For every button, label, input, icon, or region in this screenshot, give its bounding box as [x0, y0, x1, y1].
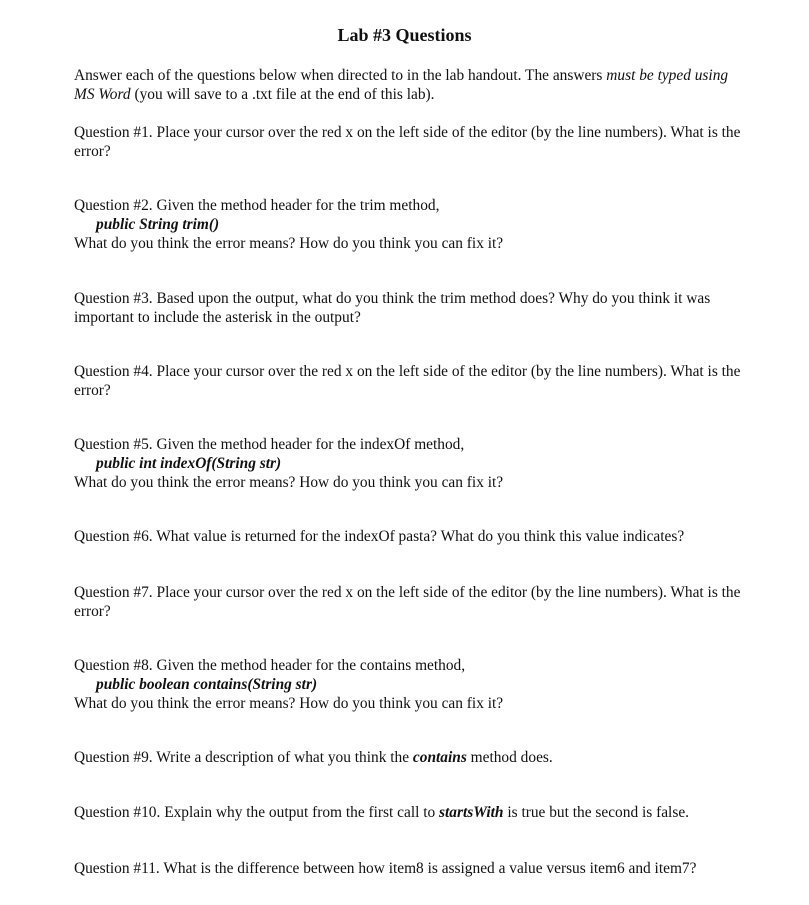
question-5-intro: Question #5. Given the method header for the indexOf method, [74, 436, 465, 453]
question-3: Question #3. Based upon the output, what do you think the trim method does? Why do you think it was important to include the asterisk in the output? [74, 290, 711, 326]
question-7: Question #7. Place your cursor over the red x on the left side of the editor (by the line numbers). What is the error? [74, 584, 741, 620]
intro-paragraph [74, 66, 744, 104]
question-4: Question #4. Place your cursor over the red x on the left side of the editor (by the line numbers). What is the error? [74, 363, 741, 399]
question-5-ask: What do you think the error means? How do you think you can fix it? [74, 474, 504, 491]
question-9-text-2: method does. [466, 749, 553, 766]
question-9-keyword: contains [412, 749, 467, 766]
question-11: Question #11. What is the difference between how item8 is assigned a value versus item6 and item7? [74, 860, 697, 877]
question-9 [74, 748, 744, 767]
question-10-text-1: Question #10. Explain why the output from the first call to [74, 804, 440, 821]
question-2 [74, 196, 744, 253]
question-10-keyword: startsWith [439, 804, 504, 821]
question-2-signature: public String trim() [96, 216, 220, 233]
intro-emphasis: must be typed using MS Word [74, 67, 729, 103]
question-9-text-1: Question #9. Write a description of what you think the [74, 749, 413, 766]
intro-text-1: Answer each of the questions below when directed to in the lab handout. The answers [74, 67, 607, 84]
question-8 [74, 656, 744, 713]
question-10 [74, 803, 744, 822]
question-2-intro: Question #2. Given the method header for the trim method, [74, 197, 440, 214]
question-8-ask: What do you think the error means? How do you think you can fix it? [74, 695, 504, 712]
question-10-text-2: is true but the second is false. [503, 804, 689, 821]
question-1: Question #1. Place your cursor over the red x on the left side of the editor (by the line numbers). What is the error? [74, 124, 741, 160]
question-5-signature: public int indexOf(String str) [96, 455, 282, 472]
question-2-ask: What do you think the error means? How do you think you can fix it? [74, 235, 504, 252]
question-5 [74, 435, 744, 492]
question-8-intro: Question #8. Given the method header for the contains method, [74, 657, 466, 674]
intro-text-2: (you will save to a .txt file at the end of this lab). [130, 86, 435, 103]
question-6: Question #6. What value is returned for the indexOf pasta? What do you think this value indicates? [74, 528, 685, 545]
question-8-signature: public boolean contains(String str) [96, 676, 318, 693]
page-title: Lab #3 Questions [337, 25, 472, 45]
